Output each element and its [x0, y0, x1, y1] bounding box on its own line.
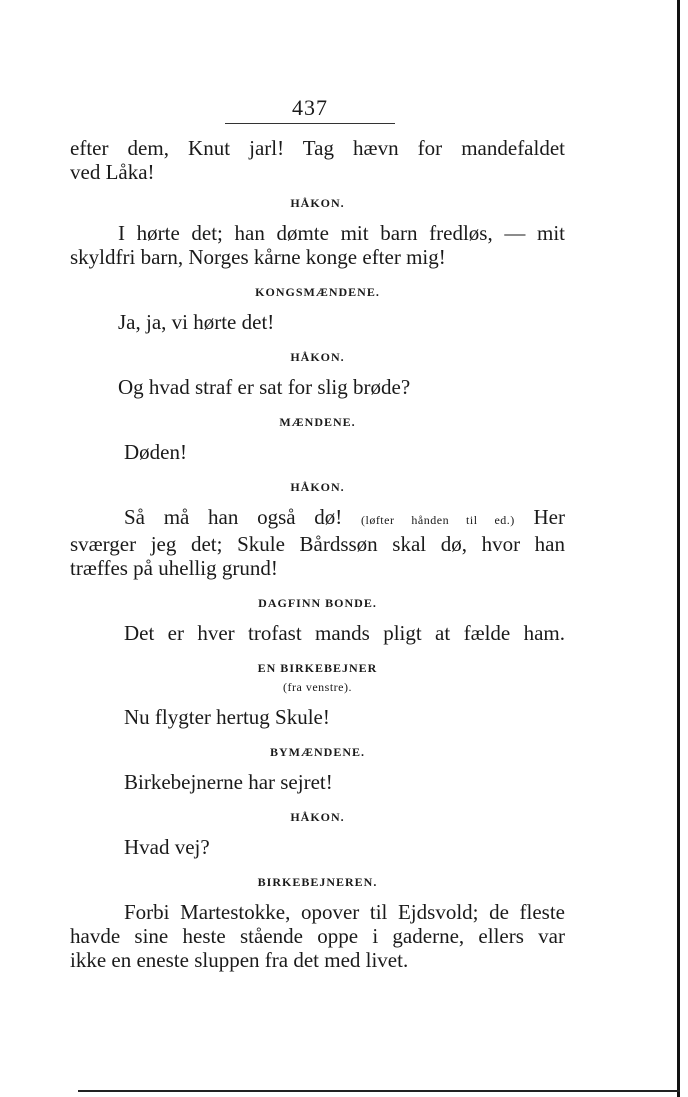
speech-paragraph [70, 440, 565, 464]
speaker-name: BIRKEBEJNEREN. [257, 875, 378, 889]
text-line: I hørte det; han dømte mit barn fredløs, — mit [118, 221, 565, 245]
page-edge-right [677, 0, 680, 1097]
speaker-name: HÅKON. [290, 350, 345, 364]
book-page [70, 95, 565, 974]
speech-paragraph [70, 621, 565, 645]
text-line: skyldfri barn, Norges kårne konge efter mig! [70, 245, 446, 269]
text-line: Ja, ja, vi hørte det! [118, 310, 275, 334]
speech-paragraph [70, 505, 565, 580]
speaker-name: HÅKON. [290, 810, 345, 824]
text-line: træffes på uhellig grund! [70, 556, 278, 580]
text-line: Birkebejnerne har sejret! [124, 770, 333, 794]
text-line: Hvad vej? [124, 835, 210, 859]
text-fragment: Så må han også dø! [124, 505, 343, 529]
speaker-name: BYMÆNDENE. [269, 745, 365, 759]
speaker-name: HÅKON. [290, 196, 345, 210]
text-line: Og hvad straf er sat for slig brøde? [118, 375, 411, 399]
text-line [70, 505, 565, 532]
text-fragment: Her [533, 505, 565, 529]
speech-paragraph [70, 375, 565, 399]
speech-paragraph [70, 136, 565, 184]
speaker-subtitle: (fra venstre). [283, 680, 352, 694]
page-number: 437 [225, 95, 395, 124]
text-line: Det er hver trofast mands pligt at fælde ham. [124, 621, 565, 645]
speaker-name: MÆNDENE. [279, 415, 356, 429]
speaker-name: DAGFINN BONDE. [258, 596, 377, 610]
speech-paragraph [70, 835, 565, 859]
text-line: ikke en eneste sluppen fra det med livet. [70, 948, 409, 972]
text-line: Forbi Martestokke, opover til Ejdsvold; de fleste [124, 900, 565, 924]
stage-direction: (løfter hånden til ed.) [360, 513, 515, 527]
text-line: havde sine heste stående oppe i gaderne, ellers var [70, 924, 565, 948]
text-line: efter dem, Knut jarl! Tag hævn for mandefaldet [70, 136, 565, 160]
text-line: Nu flygter hertug Skule! [124, 705, 330, 729]
speaker-name: HÅKON. [290, 480, 345, 494]
speech-paragraph [70, 770, 565, 794]
text-line: ved Låka! [70, 160, 155, 184]
page-edge-bottom [78, 1090, 680, 1092]
speech-paragraph [70, 310, 565, 334]
speech-paragraph [70, 221, 565, 269]
text-line: Døden! [124, 440, 187, 464]
text-line: sværger jeg det; Skule Bårdssøn skal dø, hvor han [70, 532, 565, 556]
speech-paragraph [70, 900, 565, 972]
speaker-name: EN BIRKEBEJNER [257, 661, 378, 675]
speech-paragraph [70, 705, 565, 729]
speaker-name: KONGSMÆNDENE. [255, 285, 380, 299]
